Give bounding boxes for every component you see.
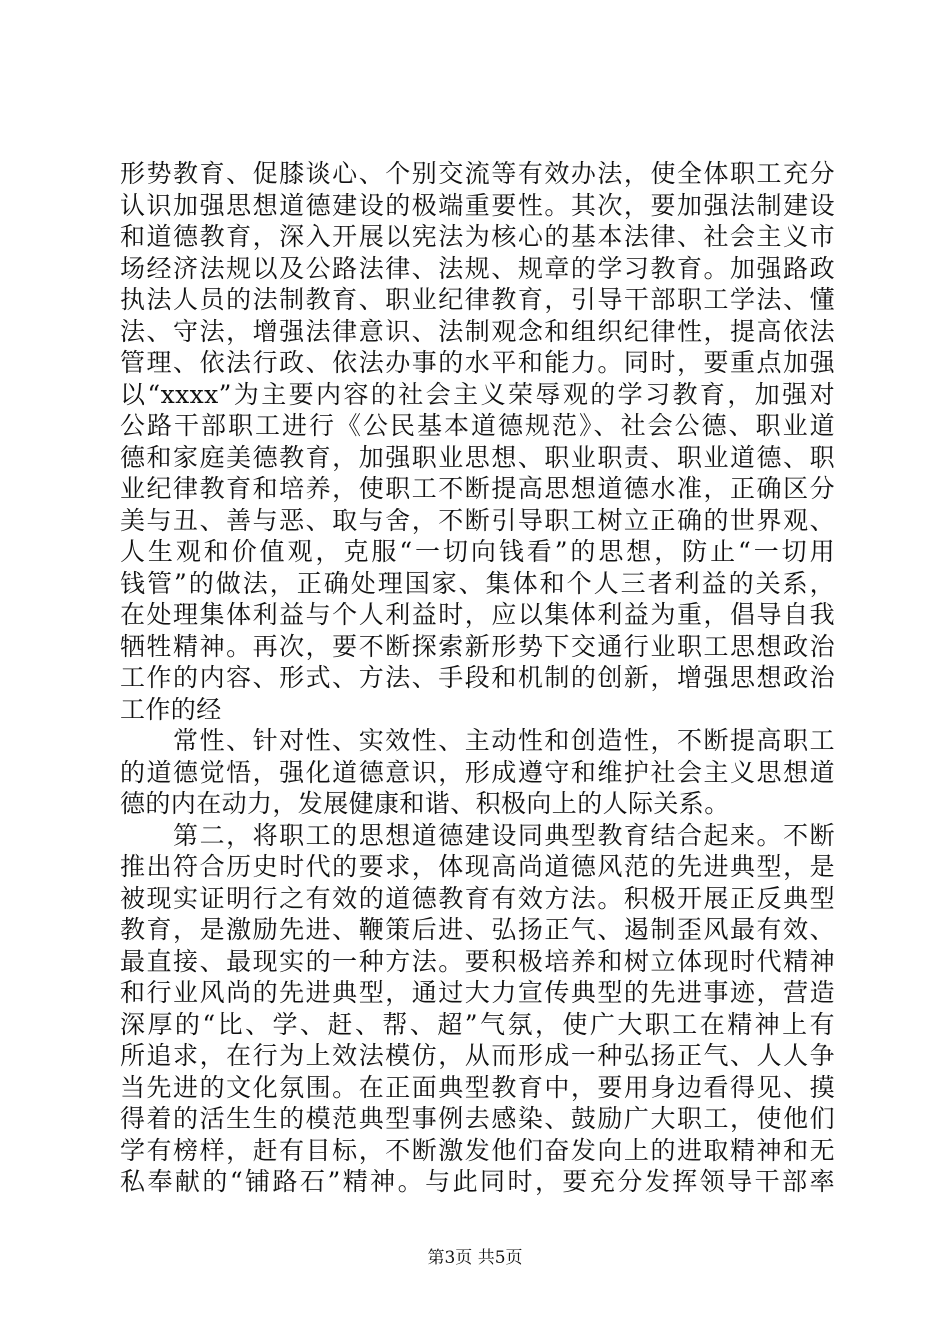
text-line: 人生观和价值观，克服“一切向钱看”的思想，防止“一切用: [120, 537, 835, 566]
text-line: 德的内在动力，发展健康和谐、积极向上的人际关系。: [120, 789, 730, 818]
text-line: 所追求，在行为上效法模仿，从而形成一种弘扬正气、人人争: [120, 1041, 835, 1070]
page-footer: 第3页 共5页: [427, 1248, 523, 1268]
text-line: 的道德觉悟，强化道德意识，形成遵守和维护社会主义思想道: [120, 757, 835, 787]
text-line: 牺牲精神。再次，要不断探索新形势下交通行业职工思想政治: [120, 631, 835, 661]
text-line: 执法人员的法制教育、职业纪律教育，引导干部职工学法、懂: [120, 285, 835, 314]
text-line: 法、守法，增强法律意识、法制观念和组织纪律性，提高依法: [120, 316, 835, 346]
text-line: 钱管”的做法，正确处理国家、集体和个人三者利益的关系，: [120, 568, 835, 598]
text-line: 最直接、最现实的一种方法。要积极培养和树立体现时代精神: [120, 946, 835, 976]
text-line: 工作的经: [120, 694, 222, 724]
text-line: 业纪律教育和培养，使职工不断提高思想道德水准，正确区分: [120, 474, 835, 503]
text-line: 工作的内容、形式、方法、手段和机制的创新，增强思想政治: [120, 663, 835, 692]
text-line: 场经济法规以及公路法律、法规、规章的学习教育。加强路政: [120, 253, 835, 283]
text-line: 深厚的“比、学、赶、帮、超”气氛，使广大职工在精神上有: [120, 1009, 835, 1039]
text-line: 当先进的文化氛围。在正面典型教育中，要用身边看得见、摸: [120, 1072, 835, 1102]
text-line: 认识加强思想道德建设的极端重要性。其次，要加强法制建设: [120, 190, 835, 220]
text-line: 教育，是激励先进、鞭策后进、弘扬正气、遏制歪风最有效、: [120, 915, 835, 944]
text-line: 私奉献的“铺路石”精神。与此同时，要充分发挥领导干部率: [120, 1167, 835, 1196]
text-line: 第二，将职工的思想道德建设同典型教育结合起来。不断: [120, 820, 835, 850]
text-line: 和行业风尚的先进典型，通过大力宣传典型的先进事迹，营造: [120, 978, 835, 1007]
text-line: 在处理集体利益与个人利益时，应以集体利益为重，倡导自我: [120, 600, 835, 629]
text-line: 和道德教育，深入开展以宪法为核心的基本法律、社会主义市: [120, 222, 835, 251]
text-line: 得着的活生生的模范典型事例去感染、鼓励广大职工，使他们: [120, 1104, 835, 1133]
text-line: 德和家庭美德教育，加强职业思想、职业职责、职业道德、职: [120, 442, 835, 472]
body-text: [120, 158, 835, 1198]
text-line: 常性、针对性、实效性、主动性和创造性，不断提高职工: [120, 726, 835, 755]
text-line: 公路干部职工进行《公民基本道德规范》、社会公德、职业道: [120, 411, 835, 440]
text-line: 被现实证明行之有效的道德教育有效方法。积极开展正反典型: [120, 883, 835, 913]
text-line: 形势教育、促膝谈心、个别交流等有效办法，使全体职工充分: [120, 159, 835, 188]
text-line: 推出符合历史时代的要求，体现高尚道德风范的先进典型，是: [120, 852, 835, 881]
text-line: 管理、依法行政、依法办事的水平和能力。同时，要重点加强: [120, 348, 835, 377]
text-line: 美与丑、善与恶、取与舍，不断引导职工树立正确的世界观、: [120, 505, 835, 535]
text-line: 以“xxxx”为主要内容的社会主义荣辱观的学习教育，加强对: [120, 379, 835, 409]
text-line: 学有榜样，赶有目标，不断激发他们奋发向上的进取精神和无: [120, 1135, 835, 1165]
